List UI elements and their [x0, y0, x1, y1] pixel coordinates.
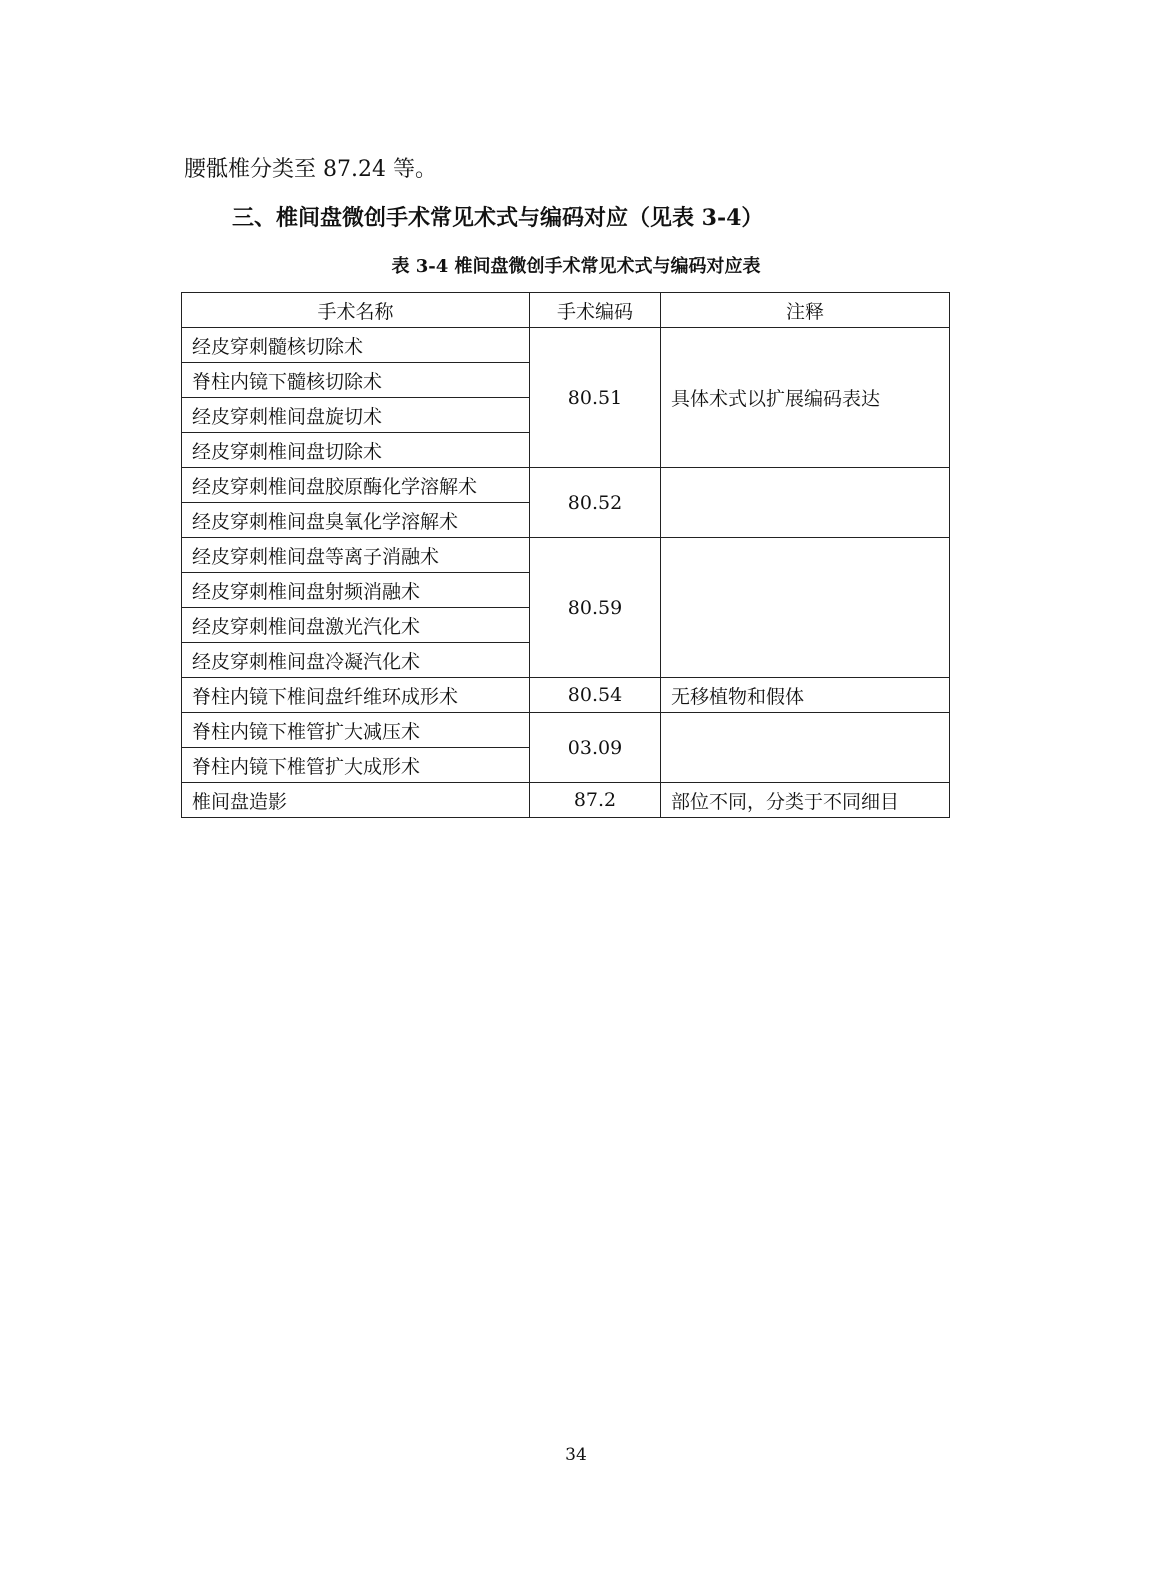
surgery-name-cell: 经皮穿刺椎间盘臭氧化学溶解术: [182, 503, 530, 538]
header-surgery-name: 手术名称: [182, 293, 530, 328]
table-row: [182, 713, 950, 748]
surgery-name-cell: 经皮穿刺椎间盘激光汽化术: [182, 608, 530, 643]
surgery-name-cell: 脊柱内镜下椎管扩大减压术: [182, 713, 530, 748]
table-caption: 表 3-4 椎间盘微创手术常见术式与编码对应表: [391, 256, 761, 277]
surgery-name-cell: 经皮穿刺椎间盘切除术: [182, 433, 530, 468]
table-row: [182, 678, 950, 713]
header-surgery-code: 手术编码: [530, 293, 661, 328]
surgery-code-cell: 80.52: [530, 468, 661, 538]
surgery-name-cell: 脊柱内镜下椎管扩大成形术: [182, 748, 530, 783]
table-row: [182, 538, 950, 573]
note-cell: 部位不同，分类于不同细目: [661, 783, 950, 818]
surgery-name-cell: 经皮穿刺椎间盘射频消融术: [182, 573, 530, 608]
page-number: 34: [565, 1445, 587, 1465]
surgery-name-cell: 脊柱内镜下椎间盘纤维环成形术: [182, 678, 530, 713]
note-cell: 无移植物和假体: [661, 678, 950, 713]
surgery-name-cell: 经皮穿刺椎间盘胶原酶化学溶解术: [182, 468, 530, 503]
surgery-name-cell: 椎间盘造影: [182, 783, 530, 818]
note-cell: 具体术式以扩展编码表达: [661, 328, 950, 468]
table-row: [182, 468, 950, 503]
surgery-name-cell: 脊柱内镜下髓核切除术: [182, 363, 530, 398]
surgery-name-cell: 经皮穿刺椎间盘等离子消融术: [182, 538, 530, 573]
table-header-row: [182, 293, 950, 328]
surgery-name-cell: 经皮穿刺椎间盘冷凝汽化术: [182, 643, 530, 678]
paragraph-tail: 腰骶椎分类至 87.24 等。: [184, 157, 437, 182]
surgery-code-cell: 80.51: [530, 328, 661, 468]
surgery-code-cell: 03.09: [530, 713, 661, 783]
note-cell: [661, 468, 950, 538]
header-note: 注释: [661, 293, 950, 328]
note-cell: [661, 538, 950, 678]
table-row: [182, 328, 950, 363]
section-heading: 三、椎间盘微创手术常见术式与编码对应（见表 3-4）: [232, 205, 764, 231]
note-cell: [661, 713, 950, 783]
surgery-name-cell: 经皮穿刺椎间盘旋切术: [182, 398, 530, 433]
surgery-code-cell: 80.54: [530, 678, 661, 713]
surgery-code-table: [181, 292, 950, 818]
surgery-name-cell: 经皮穿刺髓核切除术: [182, 328, 530, 363]
table-row: [182, 783, 950, 818]
surgery-code-cell: 87.2: [530, 783, 661, 818]
surgery-code-cell: 80.59: [530, 538, 661, 678]
